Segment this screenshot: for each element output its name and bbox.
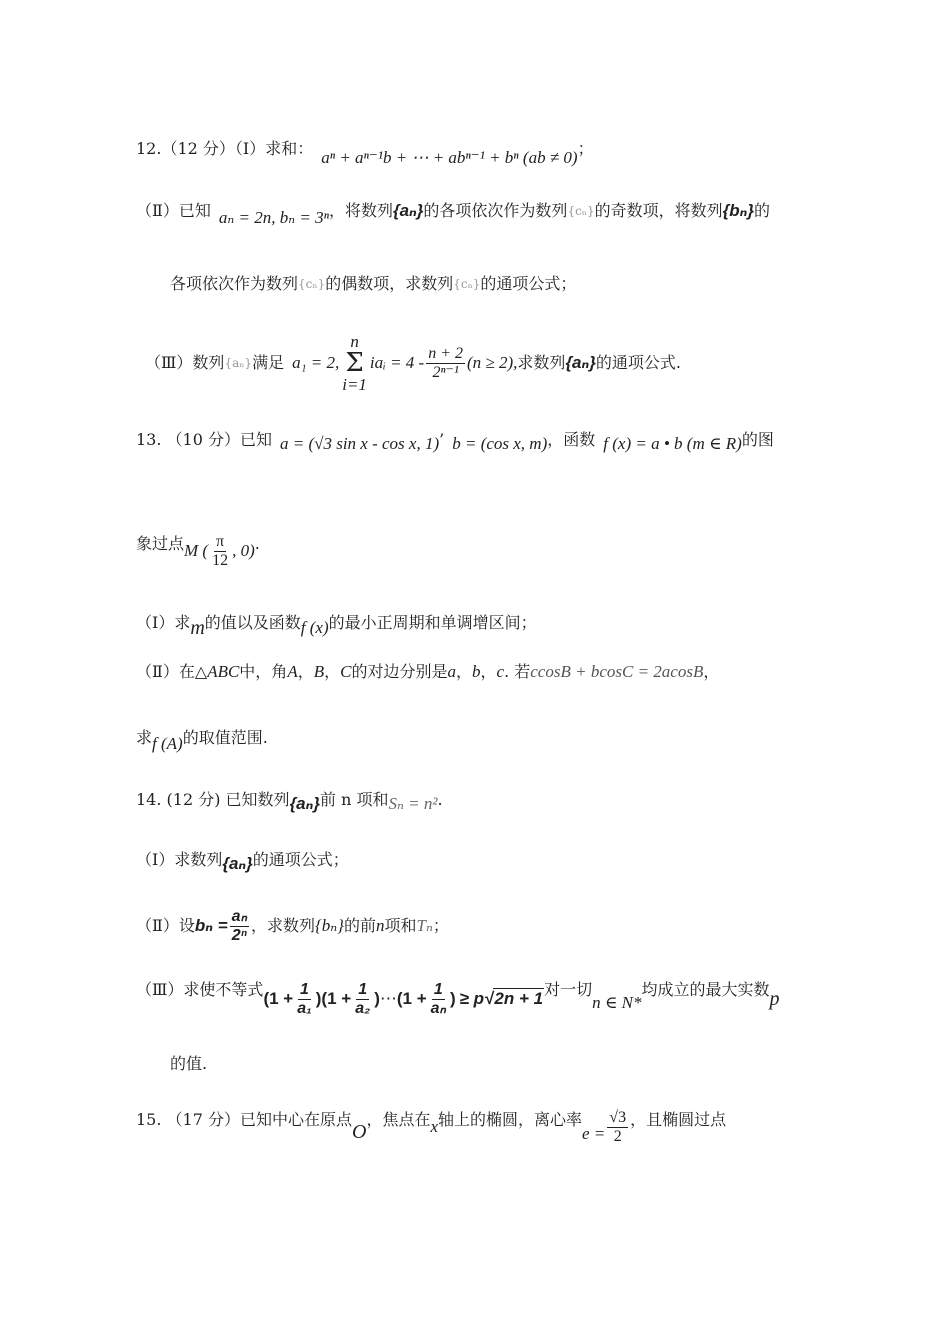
q14-sqrt: √2n + 1 bbox=[484, 989, 544, 1008]
q14-part2-text: 项和 bbox=[384, 916, 417, 935]
q14-part3-line2 bbox=[170, 1052, 207, 1076]
q14-part1-text: 的通项公式； bbox=[252, 850, 349, 869]
q14-frac-2: $\frac{1}{\text{a₂}}$ bbox=[355, 980, 371, 1017]
q14-part2-text: 的前 bbox=[343, 916, 376, 935]
q12-tail: ； bbox=[577, 139, 594, 158]
q14-text: . bbox=[437, 790, 443, 809]
q13-comma: ， bbox=[455, 662, 472, 681]
q13-vector-a: a = (√3 sin x - cos x, 1) bbox=[279, 434, 440, 453]
q12-seq-an: {aₙ} bbox=[392, 201, 424, 220]
q14-text: ； bbox=[432, 916, 449, 935]
q13-angle-c: C bbox=[340, 662, 352, 681]
q13-part2 bbox=[136, 660, 719, 684]
q14-part3-label: （Ⅲ）求使不等式 bbox=[136, 980, 264, 999]
q14-seq-bn: {bₙ} bbox=[314, 916, 344, 935]
q12-seq-cn: {cₙ} bbox=[453, 277, 481, 291]
q13-line2 bbox=[136, 524, 260, 578]
q12-seq-cn: {cₙ} bbox=[298, 277, 326, 291]
q14-rhs: ≥ p bbox=[459, 989, 485, 1008]
q15-x-axis: x bbox=[430, 1117, 438, 1136]
q13-part2-label: （Ⅱ）在△ bbox=[136, 662, 208, 681]
q12-part3-line bbox=[145, 332, 681, 394]
q13-part1-label: （Ⅰ）求 bbox=[136, 613, 191, 632]
q15-origin: O bbox=[351, 1121, 367, 1143]
q12-sum-term: iaᵢ = 4 - bbox=[369, 353, 425, 372]
q13-function: f (x) = a • b (m ∈ R) bbox=[603, 434, 742, 453]
q13-separator: ’ bbox=[439, 430, 445, 449]
q12-seq-bn: {bₙ} bbox=[722, 201, 755, 220]
q13-angle-b: B bbox=[313, 662, 325, 681]
q12-line bbox=[136, 128, 594, 170]
q14-line bbox=[136, 784, 443, 816]
q12-part2-line1 bbox=[136, 192, 770, 230]
q14-n-domain: n ∈ N* bbox=[592, 993, 642, 1012]
q12-seq-cn: {cₙ} bbox=[567, 204, 595, 218]
q15-text: ，且椭圆过点 bbox=[630, 1110, 727, 1129]
q12-part2-text: 的通项公式； bbox=[480, 274, 577, 293]
q12-part3-condition: (n ≥ 2), bbox=[467, 353, 518, 372]
q13-head: 13. （10 分）已知 bbox=[136, 430, 272, 449]
q14-frac-n: $\frac{1}{\text{aₙ}}$ bbox=[430, 980, 446, 1017]
q12-part2-line2 bbox=[170, 272, 576, 296]
q13-part1-text: 的最小正周期和单调增区间； bbox=[328, 613, 537, 632]
q12-part2-text: 的各项依次作为数列 bbox=[423, 201, 568, 220]
q12-head: 12.（12 分）（Ⅰ）求和： bbox=[136, 139, 314, 158]
q14-seq-an: {aₙ} bbox=[289, 794, 320, 813]
q13-var-m: m bbox=[190, 617, 205, 639]
q14-var-n: n bbox=[375, 916, 385, 935]
q13-point: , 0) bbox=[232, 541, 255, 560]
q13-angle-a: A bbox=[287, 662, 298, 681]
q12-part3-condition: a₁ = 2, bbox=[292, 353, 340, 372]
q13-side-a: a bbox=[447, 662, 456, 681]
q13-text: 的图 bbox=[741, 430, 774, 449]
q13-part2-text: 的对边分别是 bbox=[351, 662, 448, 681]
q15-head: 15. （17 分）已知中心在原点 bbox=[136, 1110, 352, 1129]
q12-part3-text: 的通项公式. bbox=[595, 353, 681, 372]
q12-part2-label: （Ⅱ）已知 bbox=[136, 201, 211, 220]
q13-comma: ， bbox=[480, 662, 497, 681]
q13-comma: ， bbox=[297, 662, 314, 681]
q14-var-p: p bbox=[769, 988, 780, 1010]
q14-part2-text: ，求数列 bbox=[250, 916, 315, 935]
q12-part2-condition: aₙ = 2n, bₙ = 3ⁿ bbox=[218, 208, 329, 227]
q12-part2-text: 的 bbox=[754, 201, 771, 220]
q13-point: M ( bbox=[184, 541, 209, 560]
q14-part1-label: （Ⅰ）求数列 bbox=[136, 850, 223, 869]
q12-part3-text: 求数列 bbox=[517, 353, 566, 372]
q14-paren: ) bbox=[449, 989, 456, 1008]
q12-part3-fraction: $\frac{n + 2}{\text{2ⁿ⁻¹}}$ bbox=[428, 344, 464, 381]
q13-vector-b: b = (cos x, m) bbox=[452, 434, 548, 453]
q13-part1 bbox=[136, 606, 537, 640]
q14-part3 bbox=[136, 972, 780, 1026]
q14-paren: (1 + bbox=[396, 989, 427, 1008]
q14-part3-text: 对一切 bbox=[544, 980, 593, 999]
q14-part2-fraction: $\frac{\text{aₙ}}{\text{2ⁿ}}$ bbox=[231, 907, 247, 944]
q12-part2-text: 的奇数项，将数列 bbox=[594, 201, 723, 220]
q15-line bbox=[136, 1102, 726, 1152]
q13-line bbox=[136, 424, 774, 456]
q13-part2-text: 中，角 bbox=[239, 662, 288, 681]
q14-head: 14. (12 分) 已知数列 bbox=[136, 790, 290, 809]
q14-part1 bbox=[136, 844, 349, 876]
q13-triangle: ABC bbox=[207, 662, 240, 681]
q13-equation: ccosB + bcosC = 2acosB bbox=[530, 662, 704, 681]
q14-paren: ) bbox=[315, 989, 322, 1008]
q13-part2-text: . 若 bbox=[504, 662, 531, 681]
q12-seq-an: {aₙ} bbox=[565, 353, 596, 372]
q13-part1-text: 的值以及函数 bbox=[204, 613, 301, 632]
q14-part3-text: 的值. bbox=[170, 1054, 208, 1073]
q12-part3-text: 满足 bbox=[252, 353, 285, 372]
q13-text: ，函数 bbox=[547, 430, 596, 449]
q13-text: . bbox=[254, 534, 260, 553]
q13-comma: ， bbox=[324, 662, 341, 681]
q14-frac-1: $\frac{1}{\text{a₁}}$ bbox=[297, 980, 312, 1017]
q13-side-c: c bbox=[496, 662, 505, 681]
q14-text: 前 n 项和 bbox=[320, 790, 389, 809]
q13-point-fraction: $\frac{\pi}{12}$ bbox=[212, 532, 229, 569]
q15-text: ，焦点在 bbox=[366, 1110, 431, 1129]
q13-part2-text: 求 bbox=[136, 728, 153, 747]
q14-part3-text: 均成立的最大实数 bbox=[641, 980, 770, 999]
q14-tn: Tₙ bbox=[416, 916, 433, 935]
q12-part2-text: 的偶数项，求数列 bbox=[325, 274, 454, 293]
q14-part2-label: （Ⅱ）设 bbox=[136, 916, 195, 935]
q13-part2-line2 bbox=[136, 720, 268, 756]
q14-dots: ⋯ bbox=[379, 989, 397, 1008]
q12-part3-label: （Ⅲ）数列 bbox=[145, 353, 225, 372]
q14-seq-an: {aₙ} bbox=[222, 854, 253, 873]
q14-paren: (1 + bbox=[321, 989, 352, 1008]
q13-comma: ， bbox=[703, 662, 720, 681]
q14-bn: bₙ = bbox=[194, 916, 228, 935]
q14-part2 bbox=[136, 902, 449, 950]
q13-part2-text: 的取值范围. bbox=[182, 728, 268, 747]
q12-seq-an: {aₙ} bbox=[224, 356, 253, 370]
q12-part2-text: 各项依次作为数列 bbox=[170, 274, 299, 293]
q13-text: 象过点 bbox=[136, 534, 185, 553]
q15-text: 轴上的椭圆，离心率 bbox=[438, 1110, 583, 1129]
q12-expression: aⁿ + aⁿ⁻¹b + ⋯ + abⁿ⁻¹ + bⁿ (ab ≠ 0) bbox=[321, 148, 578, 167]
q13-side-b: b bbox=[472, 662, 481, 681]
q15-ecc-fraction: $\frac{√3}{2}$ bbox=[609, 1108, 627, 1145]
q12-sum-symbol: n Σ i=1 bbox=[342, 332, 367, 394]
q12-part2-text: ，将数列 bbox=[328, 201, 393, 220]
q13-fx: f (x) bbox=[300, 618, 329, 637]
q14-paren: (1 + bbox=[263, 989, 294, 1008]
q13-fa: f (A) bbox=[152, 734, 183, 753]
q14-paren: ) bbox=[374, 989, 380, 1008]
q15-eccentricity: e = bbox=[582, 1124, 606, 1143]
q14-sn: Sₙ = n² bbox=[388, 794, 438, 813]
